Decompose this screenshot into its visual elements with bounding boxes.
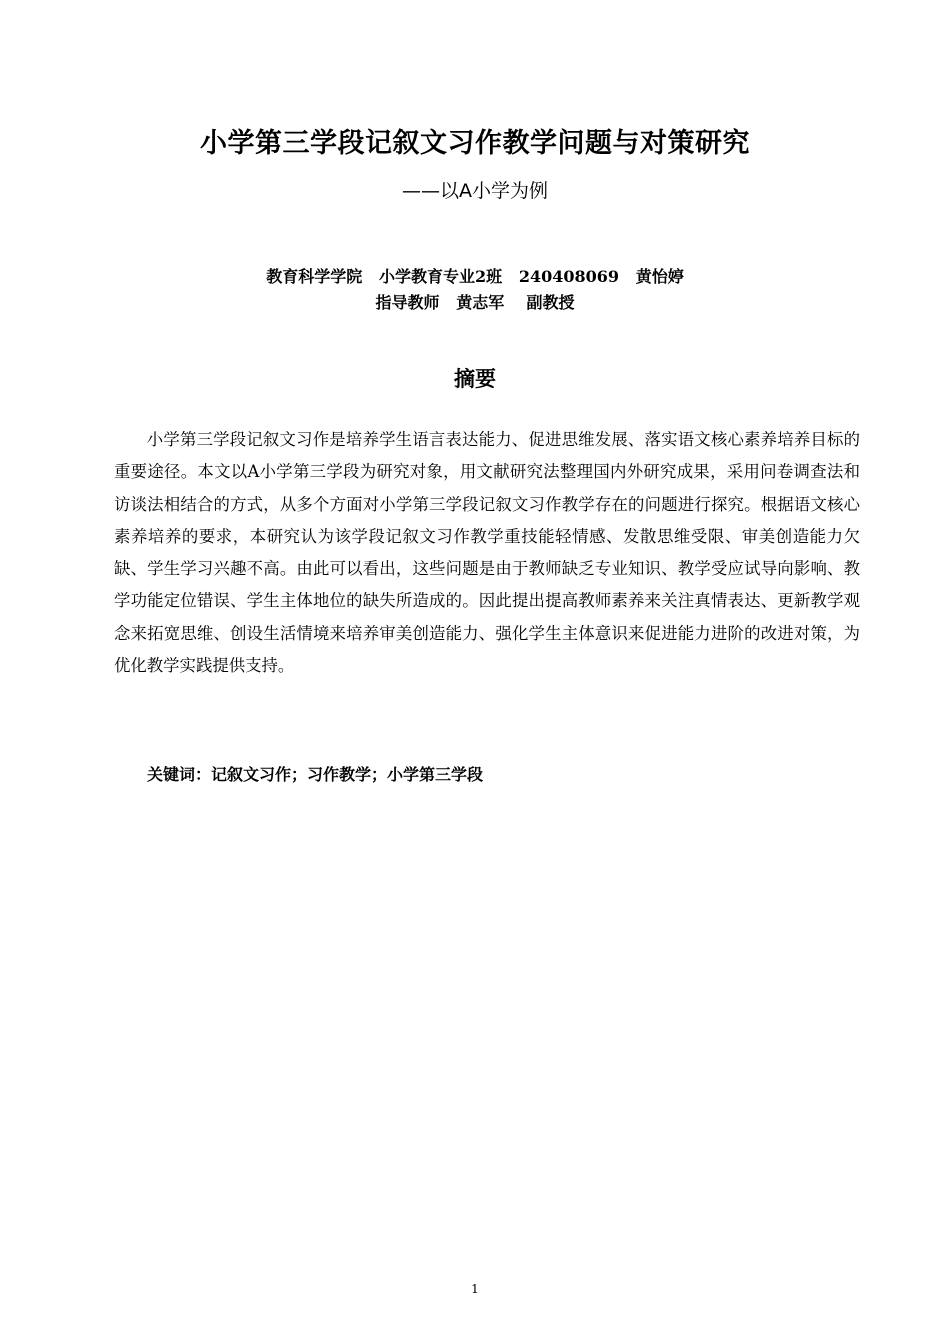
keywords-line: 关键词：记叙文习作；习作教学；小学第三学段: [147, 765, 484, 784]
page-number: 1: [471, 1282, 479, 1296]
abstract-heading: 摘要: [454, 367, 496, 391]
author-info: 教育科学学院 小学教育专业2班 240408069 黄怡婷: [266, 267, 684, 286]
paper-title: 小学第三学段记叙文习作教学问题与对策研究: [200, 128, 750, 159]
paper-subtitle: ——以A小学为例: [402, 180, 548, 202]
advisor-info: 指导教师 黄志军 副教授: [375, 293, 575, 312]
abstract-body: 小学第三学段记叙文习作是培养学生语言表达能力、促进思维发展、落实语文核心素养培养目标的重要途径。本文以A小学第三学段为研究对象，用文献研究法整理国内外研究成果，采用问卷调查法和访谈法相结合的方式，从多个方面对小学第三学段记叙文习作教学存在的问题进行探究。根据语文核心素养培养的要求，本研究认为该学段记叙文习作教学重技能轻情感、发散思维受限、审美创造能力欠缺、学生学习兴趣不高。由此可以看出，这些问题是由于教师缺乏专业知识、教学受应试导向影响、教学功能定位错误、学生主体地位的缺失所造成的。因此提出提高教师素养来关注真情表达、更新教学观念来拓宽思维、创设生活情境来培养审美创造能力、强化学生主体意识来促进能力进阶的改进对策，为优化教学实践提供支持。: [114, 430, 860, 676]
